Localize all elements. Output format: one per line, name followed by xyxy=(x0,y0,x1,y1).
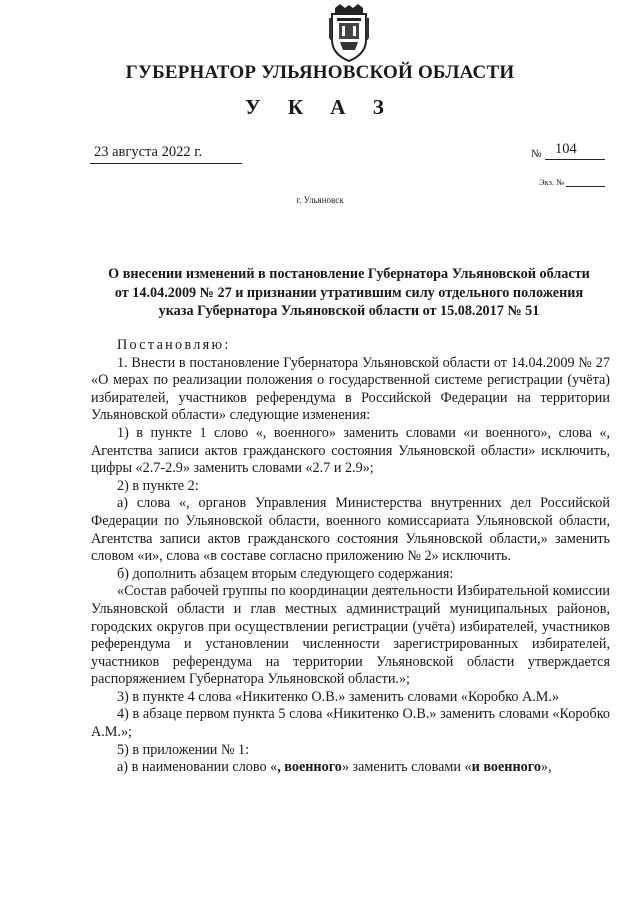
subclause-1: 1) в пункте 1 слово «, военного» заменить словами «и военного», слова «, Агентства записи актов гражданского состояния Ульяновской области» исключить, цифры «2.7-2.9» заменить словами «2.7 и 2.9»; xyxy=(91,424,610,477)
document-date: 23 августа 2022 г. xyxy=(94,144,203,160)
document-heading xyxy=(86,265,612,321)
subclause-3: 3) в пункте 4 слова «Никитенко О.В.» заменить словами «Коробко А.М.» xyxy=(117,688,560,705)
subclause-5a-start: а) в наименовании слово « xyxy=(117,759,278,776)
subclause-4: 4) в абзаце первом пункта 5 слова «Никитенко О.В.» заменить словами «Коробко А.М.»; xyxy=(91,706,610,741)
subclause-5a-end: », xyxy=(540,759,552,776)
issuing-authority: ГУБЕРНАТОР УЛЬЯНОВСКОЙ ОБЛАСТИ xyxy=(125,62,515,83)
heading-line-3: указа Губернатора Ульяновской области от 15.08.2017 № 51 xyxy=(158,303,540,319)
subclause-5a-bold-2: и военного xyxy=(471,759,541,776)
issue-city: г. Ульяновск xyxy=(296,195,344,205)
copy-number-label: Экз. № xyxy=(539,177,565,187)
subclause-2: 2) в пункте 2: xyxy=(117,477,199,494)
quoted-paragraph: «Состав рабочей группы по координации деятельности Избирательной комиссии Ульяновской области и глав местных администраций муниципальных районов, городских округов при осуществлении регистрации (учёта) избирателей, участников референдума и установлении численности зарегистрированных избирателей, участников референдума на территории Ульяновской области утверждается распоряжением Губернатора Ульяновской области.»; xyxy=(91,583,610,688)
document-type: У К А З xyxy=(245,95,395,119)
subclause-5a xyxy=(91,759,610,777)
intro-paragraph: Постановляю: xyxy=(117,337,231,353)
subclause-2b: б) дополнить абзацем вторым следующего содержания: xyxy=(117,565,454,582)
document-body xyxy=(91,337,610,777)
subclause-5a-bold-1: , военного xyxy=(277,759,342,776)
subclause-5a-mid: » заменить словами « xyxy=(341,759,472,776)
number-underline xyxy=(545,159,605,160)
document-number: 104 xyxy=(555,141,577,157)
heading-line-1: О внесении изменений в постановление Губернатора Ульяновской области xyxy=(108,266,590,282)
coat-of-arms-icon xyxy=(327,4,371,62)
number-sign: № xyxy=(531,148,542,160)
subclause-2a: а) слова «, органов Управления Министерства внутренних дел Российской Федерации по Ульяновской области, военного комиссариата Ульяновской области, Агентства записи актов гражданского состояния Ульяновской области,» заменить словом «и», слова «в составе согласно приложению № 2» исключить. xyxy=(91,495,610,565)
clause-1: 1. Внести в постановление Губернатора Ульяновской области от 14.04.2009 № 27 «О мерах по реализации положения о государственной системе регистрации (учёта) избирателей, участников референдума в Российской Федерации на территории Ульяновской области» следующие изменения: xyxy=(91,354,610,424)
heading-line-2: от 14.04.2009 № 27 и признании утратившим силу отдельного положения xyxy=(114,284,584,301)
date-underline xyxy=(90,163,242,164)
subclause-5: 5) в приложении № 1: xyxy=(117,741,250,758)
copy-number-underline xyxy=(566,186,605,187)
